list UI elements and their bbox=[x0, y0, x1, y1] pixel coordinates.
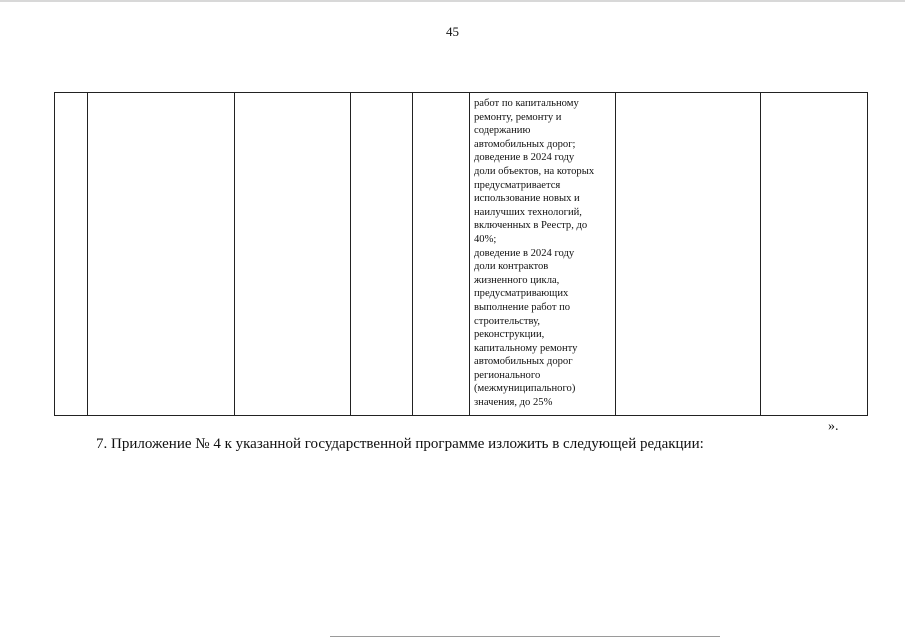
closing-quote: ». bbox=[828, 419, 839, 434]
bottom-edge-line bbox=[330, 636, 720, 637]
page-top-edge bbox=[0, 0, 905, 2]
table-row bbox=[55, 93, 868, 416]
program-table bbox=[54, 92, 868, 416]
paragraph-item-7: 7. Приложение № 4 к указанной государственной программе изложить в следующей редакции: bbox=[96, 436, 704, 452]
indicators-text: работ по капитальному ремонту, ремонту и содержанию автомобильных дорог; доведение в 2024 году доли объектов, на которых предусматривается использование новых и наилучших технологий, включенных в Реестр, до 40%; доведение в 2024 году доли контрактов жизненного цикла, предусматривающих выполнение работ по строительству, реконструкции, капитальному ремонту автомобильных дорог регионального (межмуниципального) значения, до 25% bbox=[474, 98, 595, 409]
table-cell-8 bbox=[761, 93, 868, 416]
table-cell-indicators bbox=[470, 93, 616, 416]
table-cell-5 bbox=[413, 93, 470, 416]
table-cell-7 bbox=[616, 93, 761, 416]
page-number: 45 bbox=[446, 24, 459, 39]
table-cell-4 bbox=[351, 93, 413, 416]
table-cell-2 bbox=[88, 93, 235, 416]
table-cell-1 bbox=[55, 93, 88, 416]
table-cell-3 bbox=[235, 93, 351, 416]
